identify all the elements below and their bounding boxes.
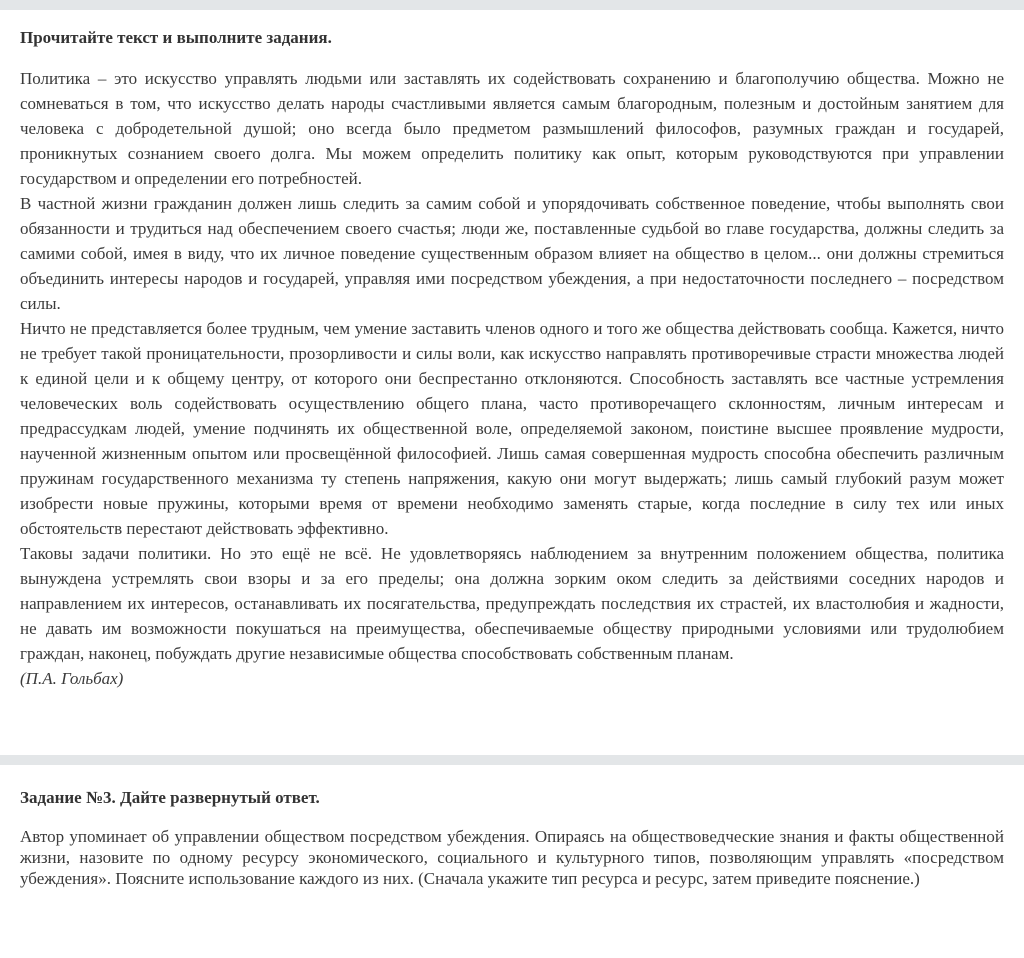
top-separator	[0, 0, 1024, 10]
task-text: Автор упоминает об управлении обществом посредством убеждения. Опираясь на обществоведческие знания и факты общественной жизни, назовите по одному ресурсу экономического, социального и культурного типов, позволяющим управлять «посредством убеждения». Поясните использование каждого из них. (Сначала укажите тип ресурса и ресурс, затем приведите пояснение.)	[20, 827, 1004, 888]
source-paragraph-2: В частной жизни гражданин должен лишь следить за самим собой и упорядочивать собственное поведение, чтобы выполнять свои обязанности и трудиться над обеспечением своего счастья; люди же, поставленные судьбой во главе государства, должны следить за самими собой, имея в виду, что их личное поведение существенным образом влияет на общество в целом... они должны стремиться объединить интересы народов и государей, управляя ими посредством убеждения, а при недостаточности последнего – посредством силы.	[20, 194, 1004, 313]
section-separator	[0, 755, 1024, 765]
task-section	[0, 765, 1024, 958]
source-paragraph-4: Таковы задачи политики. Но это ещё не всё. Не удовлетворяясь наблюдением за внутренним положением общества, политика вынуждена устремлять свои взоры и за его пределы; она должна зорким оком следить за действиями соседних народов и направлением их интересов, останавливать их посягательства, предупреждать последствия их страстей, их властолюбия и жадности, не давать им возможности покушаться на преимущества, обеспечиваемые обществу природными условиями или трудолюбием граждан, наконец, побуждать другие независимые общества способствовать собственным планам.	[20, 544, 1004, 663]
source-paragraph-1: Политика – это искусство управлять людьми или заставлять их содействовать сохранению и благополучию общества. Можно не сомневаться в том, что искусство делать народы счастливыми является самым благородным, полезным и достойным занятием для человека с добродетельной душой; оно всегда было предметом размышлений философов, разумных граждан и государей, проникнутых сознанием своего долга. Мы можем определить политику как опыт, которым руководствуются при управлении государством и определении его потребностей.	[20, 69, 1004, 188]
reading-instruction: Прочитайте текст и выполните задания.	[20, 28, 332, 47]
source-paragraph-3: Ничто не представляется более трудным, чем умение заставить членов одного и того же общества действовать сообща. Кажется, ничто не требует такой проницательности, прозорливости и силы воли, как искусство направлять противоречивые страсти множества людей к единой цели и к общему центру, от которого они беспрестанно отклоняются. Способность заставлять все частные устремления человеческих воль содействовать осуществлению общего плана, часто противоречащего склонностям, личным интересам и предрассудкам людей, умение подчинять их общественной воле, определяемой законом, поистине высшее проявление мудрости, наученной жизненным опытом или просвещённой философией. Лишь самая совершенная мудрость способна обеспечить различным пружинам государственного механизма ту степень напряжения, какую они могут выдержать; лишь самый глубокий разум может изобрести новые пружины, которыми время от времени необходимо заменять старые, когда последние в силу тех или иных обстоятельств перестают действовать эффективно.	[20, 319, 1004, 538]
reading-section	[0, 10, 1024, 755]
source-author: (П.А. Гольбах)	[20, 669, 124, 688]
task-title: Задание №3. Дайте развернутый ответ.	[20, 788, 320, 807]
source-text	[20, 66, 1004, 691]
